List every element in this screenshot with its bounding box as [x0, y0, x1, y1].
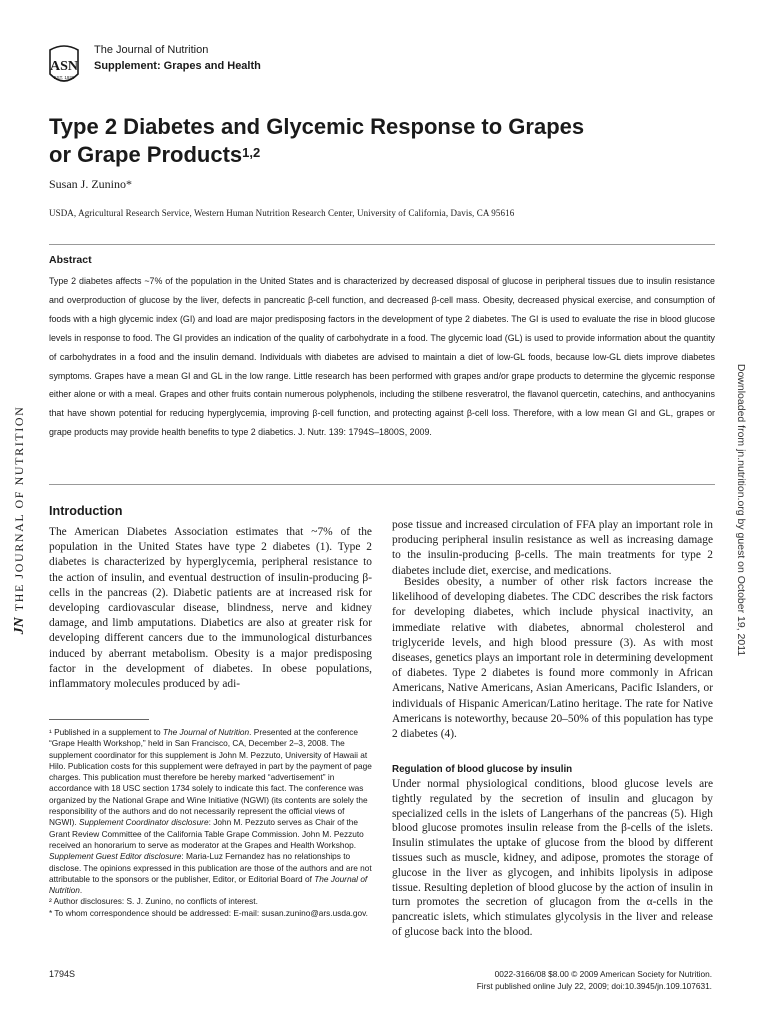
footnotes [49, 727, 374, 919]
side-journal-label [12, 406, 28, 635]
page-number: 1794S [49, 969, 76, 979]
logo-text: ASN [49, 59, 79, 74]
author-affiliation: USDA, Agricultural Research Service, Western Human Nutrition Research Center, University of California, Davis, CA 95616 [49, 208, 515, 218]
title-footnote-marks: 1,2 [242, 145, 261, 160]
copyright-line: 0022-3166/08 $8.00 © 2009 American Society for Nutrition. [494, 969, 712, 979]
logo-subtext: EST. 1928 [53, 75, 75, 80]
abstract-heading: Abstract [49, 254, 92, 266]
side-journal-text: THE JOURNAL OF NUTRITION [12, 405, 26, 612]
jn-mark: JN [12, 617, 27, 635]
regulation-heading: Regulation of blood glucose by insulin [392, 764, 573, 775]
regulation-body: Under normal physiological conditions, blood glucose levels are tightly regulated by the secretion of insulin and glucagon by specialized cells in the islets of Langerhans of the pancreas (5). High blood glucose promotes insulin release from the β-cells of the islets. Insulin stimulates the uptake of glucose from the blood by different tissues such as muscle, kidney, and adipose, promotes the storage of glucose in the liver as glycogen, and inhibits lipolysis in adipose tissue. Resulting depletion of blood glucose by the action of insulin in turn promotes the secretion of glucagon from the α-cells in the pancreatic islets, which stimulates glycolysis in the liver and release of glucose back into the blood. [392, 778, 713, 938]
abstract-body: Type 2 diabetes affects ~7% of the population in the United States and is characterized by decreased disposal of glucose in peripheral tissues due to insulin resistance and overproduction of glucose by the liver, defects in pancreatic β-cell function, and decreased β-cell mass. Obesity, decreased physical exercise, and consumption of foods with a high glycemic index (GI) and load are major predisposing factors in the development of type 2 diabetes. The GI is used to evaluate the rise in blood glucose levels in response to food. The GI provides an indication of the quality of carbohydrate in a food. The glycemic load (GL) is used to provide information about the quantity of carbohydrates in a food and the insulin demand. Individuals with diabetes are advised to maintain a diet of low-GL foods, because low-GL diets improve diabetes symptoms. Grapes have a mean GI and GL in the low range. Little research has been performed with grapes and/or grape products to determine the glycemic response either alone or with a meal. Grapes and other fruits contain numerous polyphenols, including the stilbene resveratrol, the flavanol quercetin, catechins, and anthocyanins that have shown potential for reducing hyperglycemia, improving β-cell function, and protecting against β-cell loss. Therefore, with a low mean GI and GL, grapes or grape products may provide health benefits to type 2 diabetics. J. Nutr. 139: 1794S–1800S, 2009. [49, 276, 715, 438]
article-title [49, 113, 609, 169]
supplement-label: Supplement: Grapes and Health [94, 60, 261, 72]
introduction-heading: Introduction [49, 504, 123, 518]
download-notice: Downloaded from jn.nutrition.org by guest on October 19, 2011 [735, 363, 747, 657]
author-name: Susan J. Zunino* [49, 177, 133, 191]
abstract-top-rule [49, 244, 715, 245]
footnote-3: * To whom correspondence should be addressed: E-mail: susan.zunino@ars.usda.gov. [49, 907, 368, 918]
abstract-bottom-rule [49, 484, 715, 485]
footnote-rule [49, 719, 149, 720]
doi-line: First published online July 22, 2009; doi:10.3945/jn.109.107631. [476, 981, 712, 991]
journal-name: The Journal of Nutrition [94, 44, 209, 56]
footnote-2: ² Author disclosures: S. J. Zunino, no conflicts of interest. [49, 896, 258, 907]
article-title-text: Type 2 Diabetes and Glycemic Response to Grapes or Grape Products [49, 114, 585, 167]
footnote-1: ¹ Published in a supplement to The Journal of Nutrition. Presented at the conference “Grape Health Workshop,” held in San Francisco, CA, December 2–3, 2008. The supplement coordinator for this supplement is John M. Pezzuto, University of Hawaii at Hilo. Publication costs for this supplement were defrayed in part by the payment of page charges. This publication must therefore be hereby marked “advertisement” in accordance with 18 USC section 1734 solely to indicate this fact. The conference was organized by the National Grape and Wine Initiative (NGWI) (its contents are solely the responsibility of the authors and do not necessarily represent the official views of NGWI). Supplement Coordinator disclosure: John M. Pezzuto serves as Chair of the Grant Review Committee of the California Table Grape Commission. John M. Pezzuto received an honorarium to serve as moderator at the Grapes and Health Workshop. Supplement Guest Editor disclosure: Maria-Luz Fernandez has no relationships to disclose. The opinions expressed in this publication are those of the authors and are not attributable to the sponsors or the publisher, Editor, or Editorial Board of The Journal of Nutrition. [49, 727, 372, 896]
asn-logo [46, 44, 82, 88]
introduction-right-paragraph-1: pose tissue and increased circulation of FFA play an important role in producing peripheral insulin resistance as well as increasing damage to the insulin-producing β-cells. The main treatments for type 2 diabetes include diet, exercise, and medications. [392, 519, 713, 577]
introduction-left-column: The American Diabetes Association estimates that ~7% of the population in the United States have type 2 diabetes (1). Type 2 diabetes is characterized by hyperglycemia, peripheral resistance to the action of insulin, and eventual destruction of insulin-producing β-cells in the pancreas (2). Diabetic patients are at increased risk for developing cardiovascular disease, blindness, nerve and kidney damage, and limb amputations. Diabetics are also at greater risk for developing different cancers due to the immunological disturbances induced by aberrant metabolism. Obesity is a major predisposing factor in the development of diabetes. In obese populations, inflammatory molecules produced by adi- [49, 526, 372, 691]
introduction-right-paragraph-2: Besides obesity, a number of other risk factors increase the likelihood of developing diabetes. The CDC describes the risk factors for developing diabetes, which include physical inactivity, an immediate relative with diabetes, abnormal cholesterol and triglyceride levels, and high blood pressure (3). As with most diseases, genetics plays an important role in determining development of diabetes. Type 2 diabetes is found more commonly in African Americans, Native Americans, Asian Americans, Pacific Islanders, or individuals of Hispanic American/Latino heritage. The rate for Native Americans is noteworthy, because 20–50% of this population has type 2 diabetes (4). [392, 576, 713, 741]
